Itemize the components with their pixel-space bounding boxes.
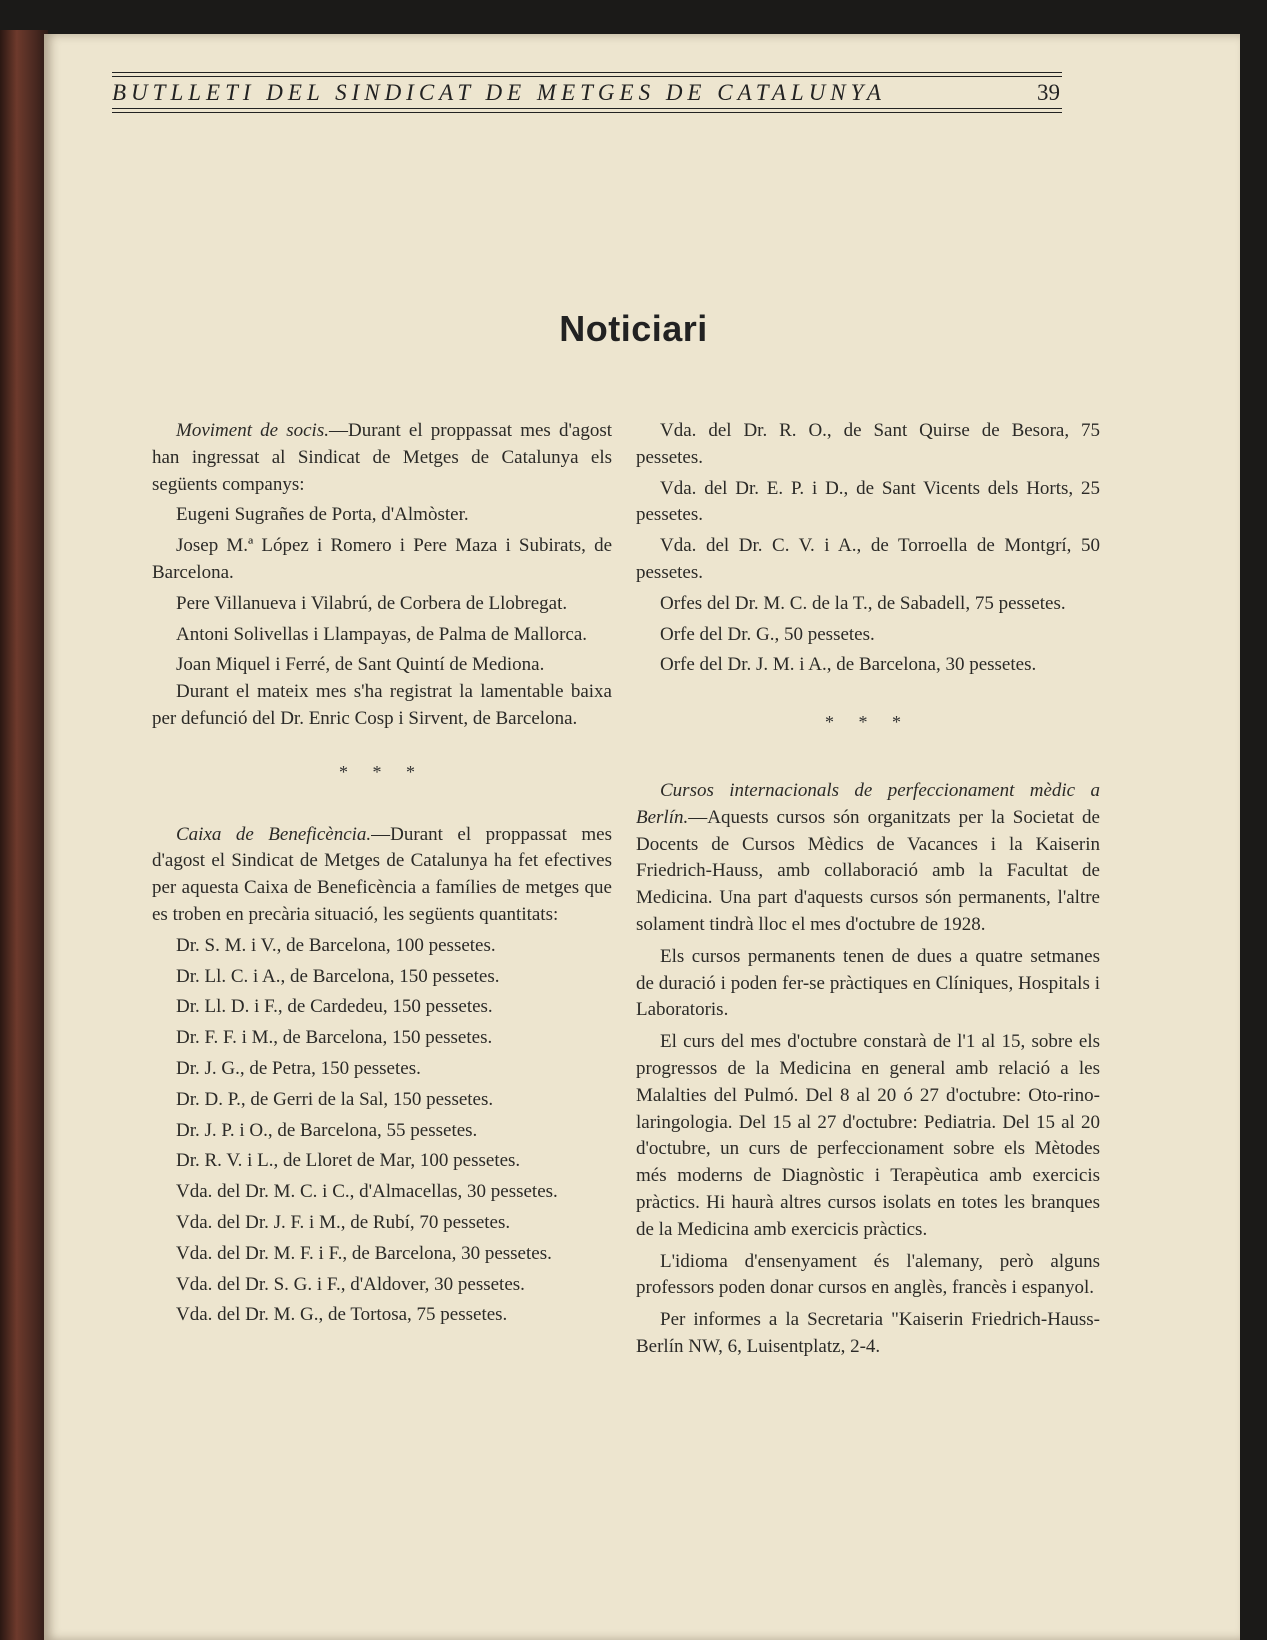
caixa-intro: —Durant el proppassat mes d'agost el Sindicat de Metges de Catalunya ha fet efectives per aquesta Caixa de Beneficència a famílies de metges que es troben en precària situació, les següents quantitats:	[152, 823, 612, 925]
socis-heading: Moviment de socis.	[176, 420, 329, 441]
journal-title: BUTLLETI DEL SINDICAT DE METGES DE CATALUNYA	[112, 80, 886, 105]
member-entry: Antoni Solivellas i Llampayas, de Palma de Mallorca.	[176, 623, 588, 645]
cursos-paragraph	[636, 778, 1100, 939]
left-column	[152, 418, 612, 1329]
section-separator: * * *	[825, 712, 911, 733]
donation-entry: Orfe del Dr. J. M. i A., de Barcelona, 30 pessetes.	[660, 654, 1037, 676]
members-list	[152, 502, 612, 679]
header-bottom-rule	[112, 108, 1062, 113]
right-column	[636, 418, 1100, 1361]
donation-entry: Vda. del Dr. J. F. i M., de Rubí, 70 pessetes.	[176, 1211, 511, 1233]
donation-entry: Vda. del Dr. E. P. i D., de Sant Vicents dels Horts, 25 pessetes.	[636, 477, 1100, 526]
donation-entry: Vda. del Dr. R. O., de Sant Quirse de Besora, 75 pessetes.	[636, 420, 1100, 468]
member-entry: Joan Miquel i Ferré, de Sant Quintí de Mediona.	[176, 654, 545, 676]
caixa-paragraph	[152, 822, 612, 929]
donation-entry: Dr. R. V. i L., de Lloret de Mar, 100 pessetes.	[176, 1150, 521, 1172]
donation-entry: Dr. S. M. i V., de Barcelona, 100 pessetes.	[176, 934, 496, 956]
cursos-paragraph-3: El curs del mes d'octubre constarà de l'1 al 15, sobre els progressos de la Medicina en general amb relació a les Malalties del Pulmó. Del 8 al 20 ó 27 d'octubre: Oto-rino-laringologia. Del 15 al 27 d'octubre: Pediatria. Del 15 al 20 d'octubre, un curs de perfeccionament sobre els Mètodes més moderns de Diagnòstic i Terapèutica amb exercicis pràctics. Hi haurà altres cursos isolats en totes les branques de la Medicina amb exercicis pràctics.	[636, 1031, 1100, 1240]
donation-entry: Dr. F. F. i M., de Barcelona, 150 pessetes.	[176, 1027, 493, 1049]
book-spine-edge	[0, 30, 48, 1640]
donation-entry: Vda. del Dr. M. G., de Tortosa, 75 pessetes.	[176, 1304, 508, 1326]
running-header	[112, 72, 1062, 113]
donation-entry: Vda. del Dr. S. G. i F., d'Aldover, 30 pessetes.	[176, 1273, 525, 1295]
donation-entry: Orfe del Dr. G., 50 pessetes.	[660, 623, 875, 645]
donation-entry: Dr. Ll. C. i A., de Barcelona, 150 pessetes.	[176, 965, 500, 987]
cursos-heading: Cursos internacionals de perfeccionament mèdic a Berlín.	[636, 779, 1100, 828]
donation-entry: Dr. Ll. D. i F., de Cardedeu, 150 pessetes.	[176, 996, 493, 1018]
caixa-heading: Caixa de Beneficència.	[176, 823, 372, 845]
donation-entry: Dr. D. P., de Gerri de la Sal, 150 pessetes.	[176, 1088, 494, 1110]
socis-paragraph	[152, 418, 612, 498]
member-entry: Pere Villanueva i Vilabrú, de Corbera de Llobregat.	[176, 592, 568, 614]
header-row	[112, 77, 1062, 108]
donation-entry: Vda. del Dr. M. C. i C., d'Almacellas, 30 pessetes.	[176, 1181, 558, 1203]
donation-entry: Dr. J. P. i O., de Barcelona, 55 pessetes.	[176, 1119, 478, 1141]
cursos-text: —Aquests cursos són organitzats per la Societat de Docents de Cursos Mèdics de Vacances i la Kaiserin Friedrich-Hauss, amb collaboració amb la Facultat de Medicina. Una part d'aquests cursos són permanents, l'altre solament tindrà lloc el mes d'octubre de 1928.	[636, 806, 1100, 935]
donations-list	[152, 933, 612, 1329]
section-separator: * * *	[339, 761, 425, 782]
section-title: Noticiari	[559, 308, 708, 349]
member-entry: Eugeni Sugrañes de Porta, d'Almòster.	[176, 504, 469, 526]
donations-list-continued	[636, 418, 1100, 679]
socis-intro: —Durant el proppassat mes d'agost han ingressat al Sindicat de Metges de Catalunya els següents companys:	[152, 420, 612, 495]
cursos-paragraph-5: Per informes a la Secretaria "Kaiserin Friedrich-Hauss-Berlín NW, 6, Luisentplatz, 2-4.	[636, 1309, 1100, 1357]
member-entry: Josep M.ª López i Romero i Pere Maza i Subirats, de Barcelona.	[152, 535, 612, 583]
cursos-paragraph-4: L'idioma d'ensenyament és l'alemany, però alguns professors poden donar cursos en anglès, francès i espanyol.	[636, 1250, 1100, 1299]
donation-entry: Vda. del Dr. C. V. i A., de Torroella de Montgrí, 50 pessetes.	[636, 535, 1100, 583]
socis-closing: Durant el mateix mes s'ha registrat la lamentable baixa per defunció del Dr. Enric Cosp i Sirvent, de Barcelona.	[152, 681, 612, 729]
page-number: 39	[1037, 80, 1060, 105]
donation-entry: Orfes del Dr. M. C. de la T., de Sabadell, 75 pessetes.	[660, 592, 1066, 614]
donation-entry: Dr. J. G., de Petra, 150 pessetes.	[176, 1057, 421, 1079]
donation-entry: Vda. del Dr. M. F. i F., de Barcelona, 30 pessetes.	[176, 1242, 552, 1264]
cursos-paragraph-2: Els cursos permanents tenen de dues a quatre setmanes de duració i poden fer-se pràctiques en Clíniques, Hospitals i Laboratoris.	[636, 945, 1100, 1021]
